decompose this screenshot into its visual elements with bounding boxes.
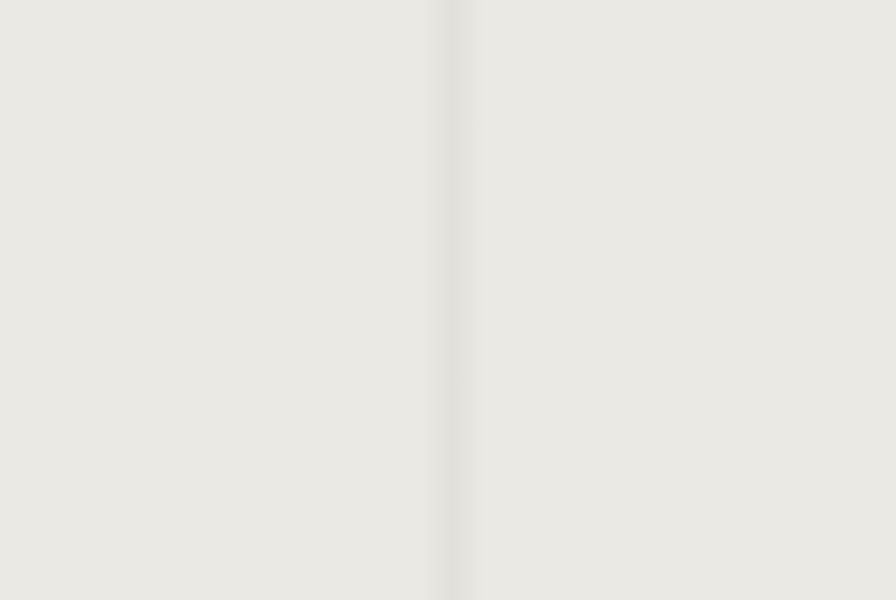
contributors-1924-column-a <box>357 29 404 593</box>
class-notes-column-3 <box>620 29 734 592</box>
class-notes-column-1 <box>55 29 202 592</box>
class-1925-section <box>464 466 602 592</box>
class-notes-column-2 <box>207 29 355 592</box>
running-head-left <box>55 11 97 21</box>
contributors-1924-column-d <box>535 29 600 461</box>
contributors-1924-column-c <box>466 29 530 457</box>
class-notes-column-4 <box>740 29 846 592</box>
running-head-right <box>803 11 845 21</box>
contributors-1924-column-b <box>407 29 453 593</box>
